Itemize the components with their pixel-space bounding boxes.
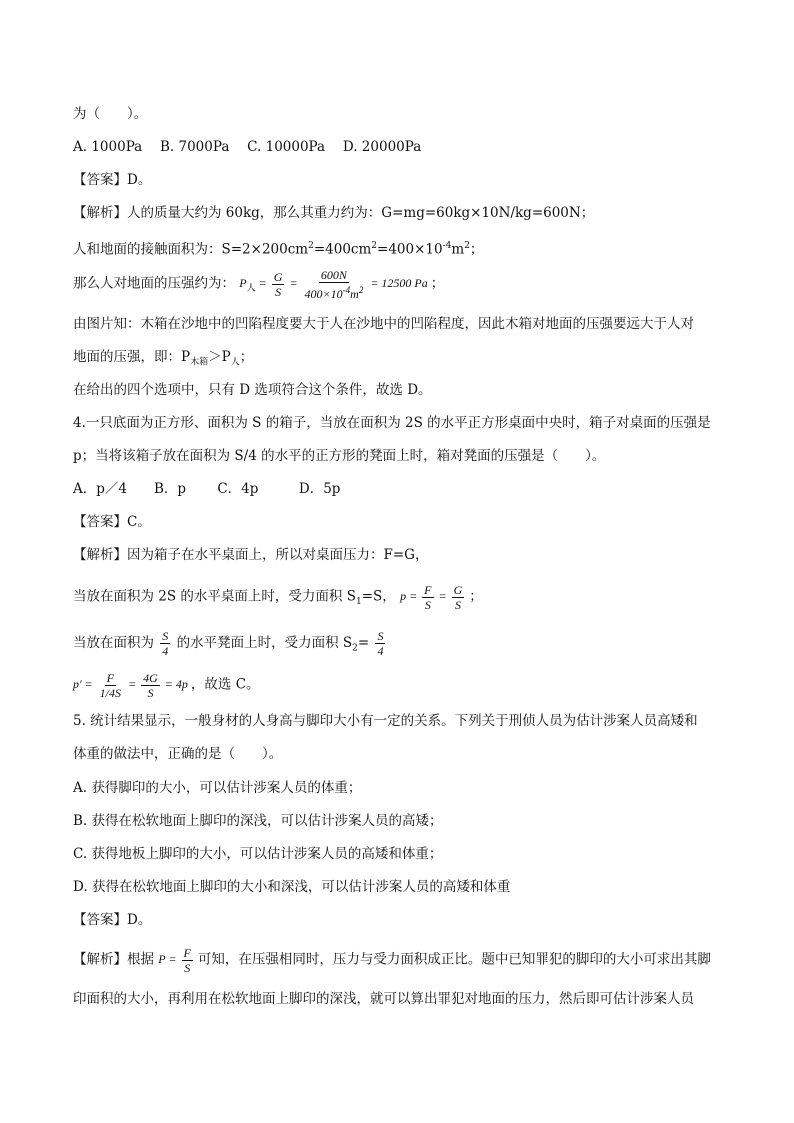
q4-explanation-line4: p' = $\frac{F}{1/4S}$ = $\frac{4G}{S}$ = 4p ，故选 C。	[73, 671, 260, 700]
q3-stem-tail: 为（ ）。	[73, 106, 148, 122]
q4-explanation-line3: 当放在面积为 $\frac{S}{4}$ 的水平凳面上时，受力面积 $S_2=$ $\frac{S}{4}$	[73, 629, 384, 658]
q3-explanation-line4: 由图片知：木箱在沙地中的凹陷程度要大于人在沙地中的凹陷程度，因此木箱对地面的压强要远大于人对	[73, 316, 694, 332]
q3-explanation-line1: 【解析】人的质量大约为 60kg，那么其重力约为：G=mg=60kg×10N/kg=600N；	[73, 205, 595, 221]
q5-explanation-line1: 【解析】根据 P = $\frac{F}{S}$ 可知，在压强相同时，压力与受力面积成正比。题中已知罪犯的脚印的大小可求出其脚	[73, 946, 711, 975]
pressure-formula-3: P = $\frac{F}{S}$	[158, 946, 191, 975]
q5-option-b: B. 获得在松软地面上脚印的深浅，可以估计涉案人员的高矮；	[73, 813, 443, 829]
q5-explanation-line2: 印面积的大小，再利用在松软地面上脚印的深浅，就可以算出罪犯对地面的压力，然后即可估计涉案人员	[73, 991, 694, 1007]
q4-stem-line2: p；当将该箱子放在面积为 S/4 的水平的正方形的凳面上时，箱对凳面的压强是（ ）。	[73, 448, 606, 464]
q4-options: A．p／4 B．p C．4p D．5p	[73, 481, 341, 497]
pressure-formula-2: p' = $\frac{F}{1/4S}$ = $\frac{4G}{S}$ = 4p	[73, 671, 188, 700]
q5-stem-line1: 5. 统计结果显示，一般身材的人身高与脚印大小有一定的关系。下列关于刑侦人员为估计涉案人员高矮和	[73, 713, 698, 729]
q3-explanation-line3: 那么人对地面的压强约为： $P_人$ = $\frac{G}{S}$ = $\frac{600N}{400\times 10^{-4}m^2}$ = 12500 Pa ；	[73, 268, 445, 301]
q3-explanation-line6: 在给出的四个选项中，只有 D 选项符合这个条件，故选 D。	[73, 382, 432, 398]
pressure-formula-1: p = $\frac{F}{S}$ = $\frac{G}{S}$	[400, 583, 463, 612]
q5-option-c: C. 获得地板上脚印的大小，可以估计涉案人员的高矮和体重；	[73, 846, 443, 862]
q4-stem-line1: 4.一只底面为正方形、面积为 S 的箱子，当放在面积为 2S 的水平正方形桌面中央时，箱子对桌面的压强是	[73, 415, 711, 431]
q3-explanation-line5: 地面的压强，即：$P_{木箱}>P_人$；	[73, 349, 254, 368]
q5-option-a: A. 获得脚印的大小，可以估计涉案人员的体重；	[73, 780, 362, 796]
q5-stem-line2: 体重的做法中，正确的是（ ）。	[73, 746, 283, 762]
q4-explanation-line1: 【解析】因为箱子在水平桌面上，所以对桌面压力：F=G，	[73, 547, 429, 563]
q3-options: A. 1000Pa B. 7000Pa C. 10000Pa D. 20000Pa	[73, 139, 422, 155]
q4-explanation-line2: 当放在面积为 2S 的水平桌面上时，受力面积 $S_1=S$， p = $\frac{F}{S}$ = $\frac{G}{S}$ ；	[73, 583, 483, 612]
q4-answer: 【答案】C。	[73, 514, 151, 530]
q5-option-d: D. 获得在松软地面上脚印的大小和深浅，可以估计涉案人员的高矮和体重	[73, 879, 511, 895]
q3-explanation-line2: 人和地面的接触面积为：$S=2\times 200cm^2=400cm^2=400\times 10^{-4}m^2$；	[73, 241, 484, 258]
pressure-formula: $P_人$ = $\frac{G}{S}$ = $\frac{600N}{400\times 10^{-4}m^2}$ = 12500 Pa	[239, 268, 428, 301]
q5-answer: 【答案】D。	[73, 912, 152, 928]
q3-answer: 【答案】D。	[73, 172, 152, 188]
